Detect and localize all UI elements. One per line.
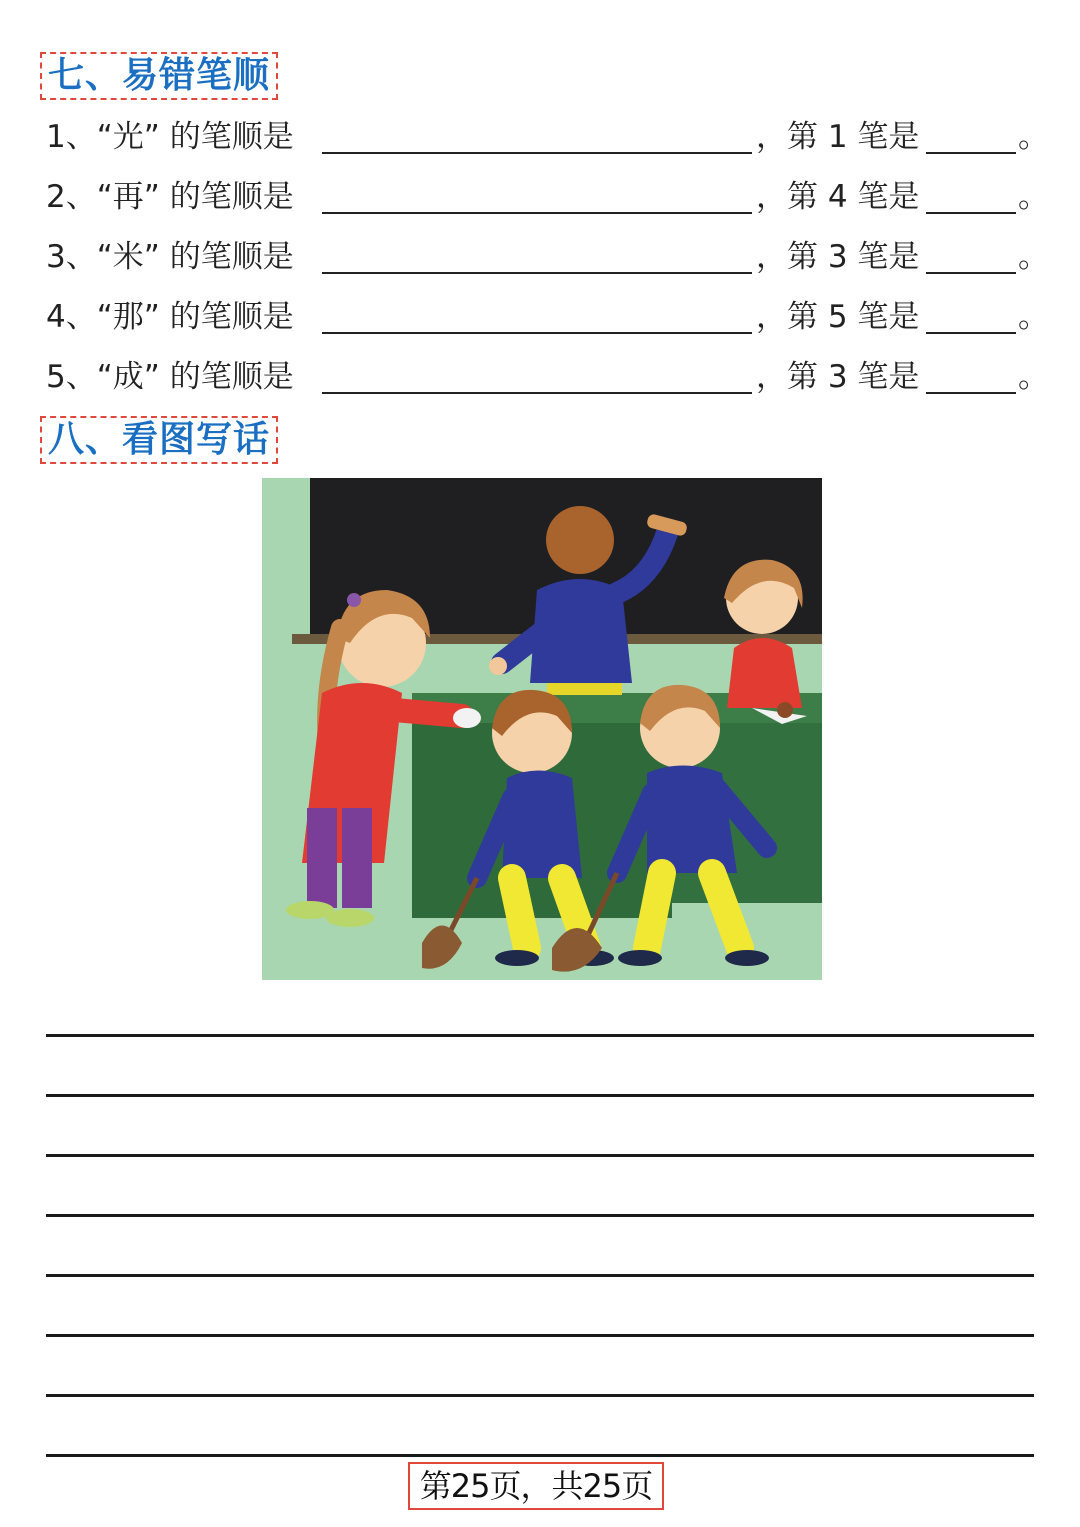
- section-title-stroke-order: 七、易错笔顺: [40, 52, 278, 100]
- section-title-picture-writing: 八、看图写话: [40, 416, 278, 464]
- question-prefix: 5、“成” 的笔顺是: [46, 359, 294, 395]
- question-prefix: 2、“再” 的笔顺是: [46, 179, 294, 215]
- question-prefix: 3、“米” 的笔顺是: [46, 239, 294, 275]
- question-end: 。: [1018, 239, 1049, 275]
- writing-line[interactable]: [46, 1394, 1034, 1397]
- answer-blank-stroke[interactable]: [926, 332, 1016, 334]
- question-end: 。: [1018, 359, 1049, 395]
- question-mid: ，第 3 笔是: [756, 239, 920, 275]
- writing-line[interactable]: [46, 1094, 1034, 1097]
- question-row-2: [46, 172, 1049, 222]
- question-row-1: [46, 112, 1049, 162]
- answer-blank-stroke-order[interactable]: [322, 272, 752, 274]
- question-end: 。: [1018, 179, 1049, 215]
- answer-blank-stroke-order[interactable]: [322, 332, 752, 334]
- question-mid: ，第 1 笔是: [756, 119, 920, 155]
- writing-line[interactable]: [46, 1274, 1034, 1277]
- answer-blank-stroke[interactable]: [926, 392, 1016, 394]
- answer-blank-stroke-order[interactable]: [322, 392, 752, 394]
- writing-line[interactable]: [46, 1334, 1034, 1337]
- writing-line[interactable]: [46, 1454, 1034, 1457]
- question-end: 。: [1018, 119, 1049, 155]
- answer-blank-stroke-order[interactable]: [322, 212, 752, 214]
- question-mid: ，第 5 笔是: [756, 299, 920, 335]
- answer-blank-stroke[interactable]: [926, 272, 1016, 274]
- question-prefix: 1、“光” 的笔顺是: [46, 119, 294, 155]
- page-number-footer: 第25页，共25页: [408, 1462, 664, 1510]
- writing-line[interactable]: [46, 1034, 1034, 1037]
- question-end: 。: [1018, 299, 1049, 335]
- classroom-cleaning-illustration: [262, 478, 822, 980]
- writing-line[interactable]: [46, 1154, 1034, 1157]
- question-row-3: [46, 232, 1049, 282]
- question-row-5: [46, 352, 1049, 402]
- answer-blank-stroke[interactable]: [926, 152, 1016, 154]
- question-mid: ，第 4 笔是: [756, 179, 920, 215]
- question-mid: ，第 3 笔是: [756, 359, 920, 395]
- answer-blank-stroke[interactable]: [926, 212, 1016, 214]
- writing-line[interactable]: [46, 1214, 1034, 1217]
- question-prefix: 4、“那” 的笔顺是: [46, 299, 294, 335]
- question-row-4: [46, 292, 1049, 342]
- answer-blank-stroke-order[interactable]: [322, 152, 752, 154]
